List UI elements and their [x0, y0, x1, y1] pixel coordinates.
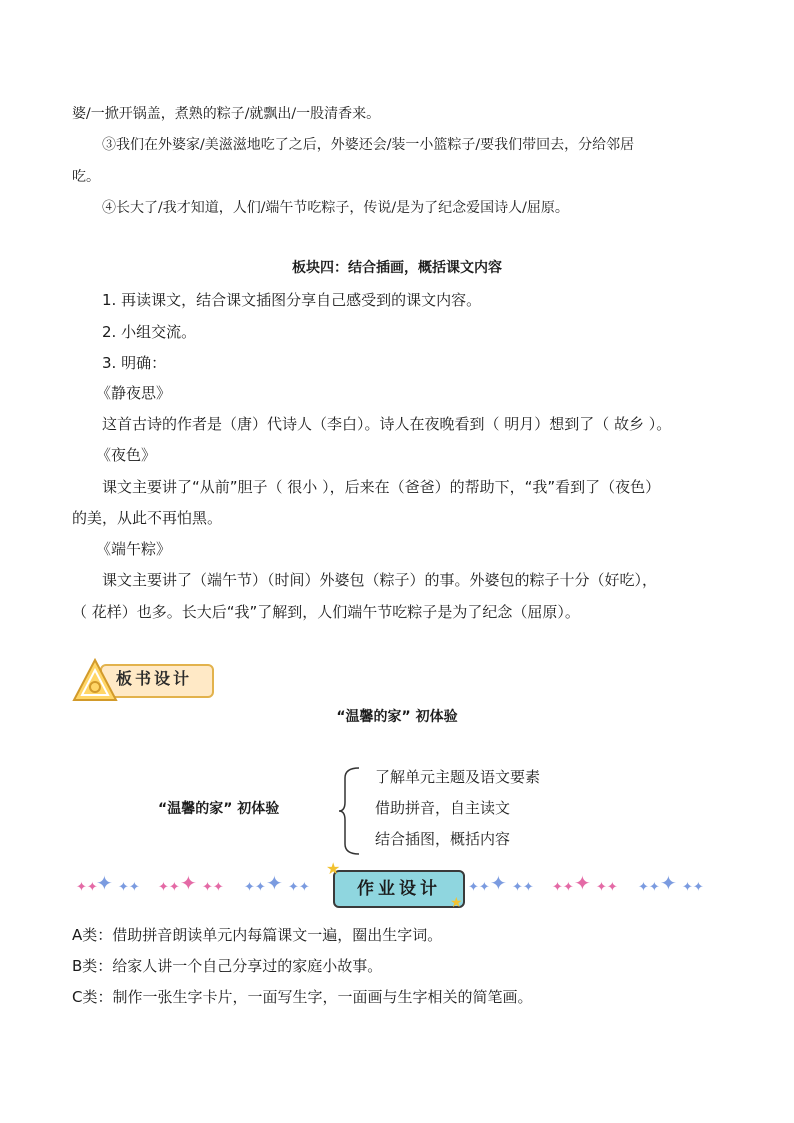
brace-icon: [337, 766, 361, 856]
poem-2-text-1: 课文主要讲了“从前”胆子（ 很小 ），后来在（爸爸）的帮助下，“我”看到了（夜色）: [102, 478, 661, 496]
triangle-icon: [72, 658, 118, 704]
sparkle-icon: ✦✦: [288, 880, 310, 895]
sparkle-icon: ✦: [180, 871, 197, 895]
sparkle-icon: ✦✦: [244, 880, 266, 895]
poem-3-text-2: （ 花样）也多。长大后“我”了解到，人们端午节吃粽子是为了纪念（屈原）。: [72, 603, 580, 621]
poem-3-text-1: 课文主要讲了（端午节）（时间）外婆包（粽子）的事。外婆包的粽子十分（好吃），: [102, 571, 658, 589]
sparkle-icon: ✦✦: [468, 880, 490, 895]
sparkle-icon: ✦: [660, 871, 677, 895]
poem-3-title: 《端午粽》: [96, 540, 172, 558]
poem-2-text-2: 的美，从此不再怕黑。: [72, 509, 223, 527]
homework-banner-label: 作业设计: [357, 879, 441, 899]
homework-banner: [333, 870, 465, 911]
step-3: 3. 明确：: [102, 354, 167, 372]
board-item-1: 了解单元主题及语文要素: [375, 768, 541, 786]
sparkle-icon: ✦: [266, 871, 283, 895]
step-2: 2. 小组交流。: [102, 323, 197, 341]
sparkle-icon: ✦✦: [158, 880, 180, 895]
board-left-label: “温馨的家” 初体验: [158, 801, 280, 817]
sparkle-icon: ✦✦: [596, 880, 618, 895]
sparkle-icon: ✦✦: [682, 880, 704, 895]
section-heading: 板块四：结合插画，概括课文内容: [292, 260, 502, 276]
sparkle-icon: ✦✦: [552, 880, 574, 895]
board-design-tag: [72, 658, 222, 704]
sparkle-icon: ✦✦: [118, 880, 140, 895]
poem-2-title: 《夜色》: [96, 446, 157, 464]
intro-line-2: ③我们在外婆家/美滋滋地吃了之后，外婆还会/装一小篮粽子/要我们带回去，分给邻居: [102, 137, 635, 153]
sparkle-icon: ✦: [574, 871, 591, 895]
star-icon: ★: [450, 895, 463, 911]
homework-b: B类：给家人讲一个自己分享过的家庭小故事。: [72, 957, 383, 975]
homework-a: A类：借助拼音朗读单元内每篇课文一遍，圈出生字词。: [72, 926, 443, 944]
sparkle-icon: ✦✦: [512, 880, 534, 895]
tag-label: 板书设计: [116, 669, 193, 688]
step-1: 1. 再读课文，结合课文插图分享自己感受到的课文内容。: [102, 291, 482, 309]
sparkle-icon: ✦✦: [202, 880, 224, 895]
intro-line-3: 吃。: [72, 169, 100, 185]
board-title: “温馨的家” 初体验: [336, 709, 458, 725]
sparkle-icon: ✦✦: [638, 880, 660, 895]
sparkle-icon: ✦: [96, 871, 113, 895]
sparkle-icon: ✦: [490, 871, 507, 895]
homework-c: C类：制作一张生字卡片，一面写生字，一面画与生字相关的简笔画。: [72, 988, 533, 1006]
intro-line-4: ④长大了/我才知道，人们/端午节吃粽子，传说/是为了纪念爱国诗人/屈原。: [102, 200, 569, 216]
sparkle-icon: ✦✦: [76, 880, 98, 895]
intro-line-1: 婆/一掀开锅盖，煮熟的粽子/就飘出/一股清香来。: [72, 106, 381, 122]
star-icon: ★: [326, 859, 341, 878]
board-item-3: 结合插图，概括内容: [375, 830, 511, 848]
poem-1-text: 这首古诗的作者是（唐）代诗人（李白）。诗人在夜晚看到（ 明月）想到了（ 故乡 ）。: [102, 415, 672, 433]
board-item-2: 借助拼音，自主读文: [375, 799, 511, 817]
poem-1-title: 《静夜思》: [96, 384, 172, 402]
